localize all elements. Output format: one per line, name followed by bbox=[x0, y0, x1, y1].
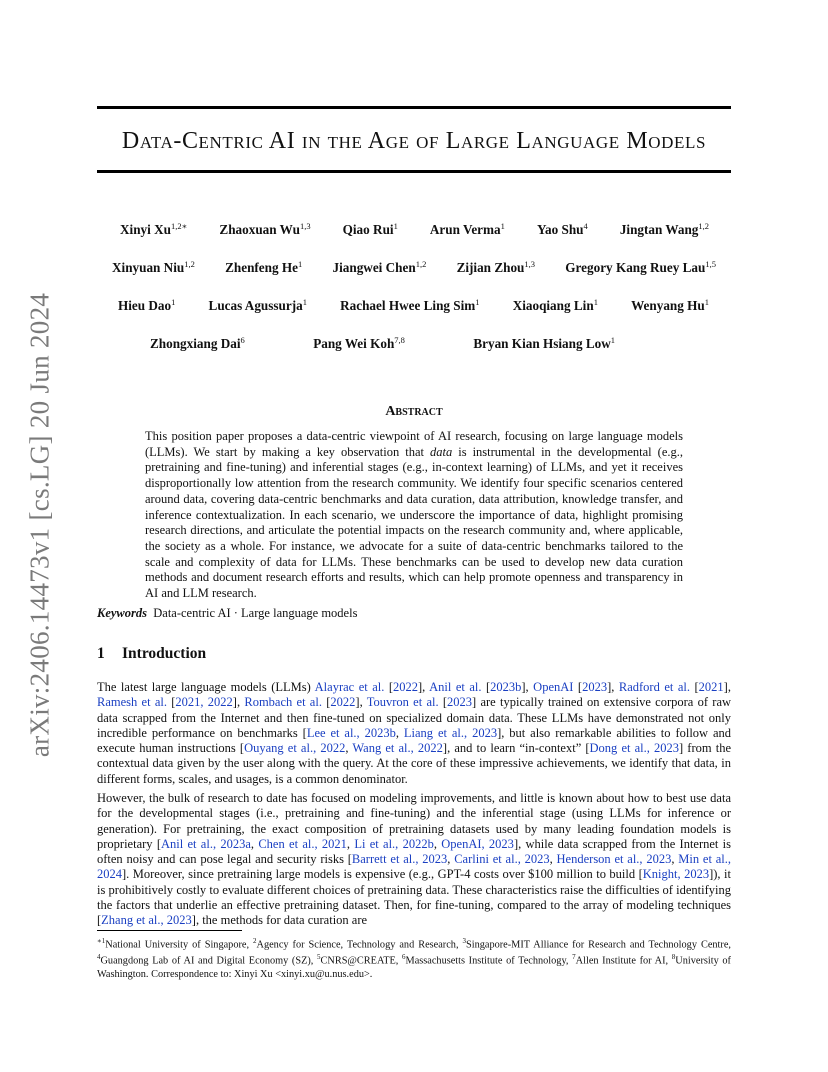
citation-link[interactable]: Zhang et al., 2023 bbox=[101, 913, 192, 928]
footnote-marker: ∗1 bbox=[97, 937, 106, 945]
keywords-value: Data-centric AI · Large language models bbox=[153, 606, 358, 620]
author-affiliation: 6 bbox=[240, 335, 245, 345]
footnote-marker: 8 bbox=[671, 953, 676, 962]
author-affiliation: 1 bbox=[393, 221, 398, 231]
author-name: Zhenfeng He$^1$ bbox=[225, 259, 303, 275]
author-name: Gregory Kang Ruey Lau$^{1,5}$ bbox=[565, 259, 716, 275]
title-rule-top bbox=[97, 106, 731, 109]
citation-link[interactable]: 2022 bbox=[393, 680, 419, 694]
footnote: $^{∗1}$National University of Singapore, $^2$Agency for Science, Technology and Research, $^3$Singapore-MIT Alliance for Research and Technology Centre, $^4$Guangdong Lab of AI and Digital Economy (SZ), $^5$CNRS@CREATE, $^6$Massachusetts Institute of Technology, $^7$Allen Institute for AI, $^8$University of Washington. Correspondence to: Xinyi Xu <xinyi.xu@u.nus.edu>. bbox=[97, 937, 731, 980]
citation-link[interactable]: Radford et al. bbox=[618, 680, 690, 694]
author-affiliation: 1 bbox=[171, 297, 176, 307]
author-row bbox=[120, 221, 709, 238]
author-affiliation: 1,2∗ bbox=[170, 221, 188, 231]
citation-link[interactable]: 2023 bbox=[447, 695, 473, 710]
author-name: Zhaoxuan Wu$^{1,3}$ bbox=[219, 221, 311, 237]
footnote-marker: 6 bbox=[402, 953, 406, 962]
author-name: Zhongxiang Dai$^6$ bbox=[150, 335, 245, 351]
author-affiliation: 1,3 bbox=[299, 221, 311, 231]
author-name: Pang Wei Koh$^{7,8}$ bbox=[313, 335, 405, 351]
citation-link[interactable]: 2023 bbox=[582, 680, 608, 694]
author-row bbox=[150, 335, 615, 352]
author-affiliation: 1 bbox=[475, 297, 480, 307]
author-name: Bryan Kian Hsiang Low$^1$ bbox=[473, 335, 615, 351]
arxiv-id: arXiv:2406.14473v1 [cs.LG] 20 Jun 2024 bbox=[24, 292, 55, 758]
citation-link[interactable]: 2022 bbox=[330, 695, 356, 710]
citation-link[interactable]: Liang et al., 2023 bbox=[403, 725, 498, 740]
author-name: Xiaoqiang Lin$^1$ bbox=[512, 297, 598, 313]
citation-link[interactable]: Barrett et al., 2023 bbox=[351, 852, 448, 867]
keywords-label: Keywords bbox=[97, 606, 147, 620]
author-affiliation: 1,3 bbox=[524, 259, 536, 269]
citation-link[interactable]: Wang et al., 2022 bbox=[352, 741, 443, 756]
footnote-marker: 7 bbox=[572, 953, 576, 962]
author-affiliation: 1 bbox=[302, 297, 307, 307]
intro-paragraph-1: The latest large language models (LLMs) Alayrac et al. [2022], Anil et al. [2023b], OpenAI [2023], Radford et al. [2021], Ramesh et al. [2021, 2022], Rombach et al. [2022], Touvron et al. [2023] are typically trained on extensive corpora of raw data scrapped from the Internet and then fine-tuned on specialized domain data. These LLMs have demonstrated not only incredible performance on benchmarks [Lee et al., 2023b, Liang et al., 2023], but also remarkable abilities to follow and execute human instructions [Ouyang et al., 2022, Wang et al., 2022], and to learn “in-context” [Dong et al., 2023] from the contextual data given by the user along with the query. At the core of these impressive achievements, we identify that data, in different forms, scales, and usages, is a common denominator. bbox=[97, 680, 732, 786]
author-name: Wenyang Hu$^1$ bbox=[631, 297, 709, 313]
author-affiliation: 1 bbox=[704, 297, 709, 307]
footnote-rule bbox=[97, 930, 242, 931]
author-affiliation: 4 bbox=[583, 221, 588, 231]
author-name: Rachael Hwee Ling Sim$^1$ bbox=[340, 297, 480, 313]
author-affiliation: 1,2 bbox=[415, 259, 427, 269]
author-name: Arun Verma$^1$ bbox=[429, 221, 505, 237]
author-name: Zijian Zhou$^{1,3}$ bbox=[456, 259, 536, 275]
author-affiliation: 1 bbox=[298, 259, 303, 269]
citation-link[interactable]: Henderson et al., 2023 bbox=[556, 852, 672, 867]
section-heading: 1 Introduction bbox=[97, 645, 207, 662]
author-name: Hieu Dao$^1$ bbox=[118, 297, 176, 313]
citation-link[interactable]: Touvron et al. bbox=[366, 695, 439, 710]
citation-link[interactable]: Lee et al., 2023b bbox=[306, 725, 396, 740]
citation-link[interactable]: 2021, 2022 bbox=[175, 695, 233, 710]
author-affiliation: 1,5 bbox=[705, 259, 716, 269]
citation-link[interactable]: 2023b bbox=[490, 680, 522, 694]
citation-link[interactable]: OpenAI bbox=[533, 680, 574, 694]
title-rule-bottom bbox=[97, 170, 731, 173]
intro-paragraph-2: However, the bulk of research to date has focused on modeling improvements, and little is known about how to best use data for the developmental stages (i.e., pretraining and fine-tuning) and the inferential stage (using LLMs for inference or generation). For pretraining, the exact composition of pretraining datasets used by many leading foundation models is proprietary [Anil et al., 2023a, Chen et al., 2021, Li et al., 2022b, OpenAI, 2023], while data scrapped from the Internet is often noisy and can pose legal and security risks [Barrett et al., 2023, Carlini et al., 2023, Henderson et al., 2023, Min et al., 2024]. Moreover, since pretraining large models is expensive (e.g., GPT-4 costs over $100 million to build [Knight, 2023]), it is prohibitively costly to evaluate different choices of pretraining data. These characteristics raise the difficulties of identifying the factors that underlie an effective pretraining dataset. Then, for fine-tuning, compared to the array of modeling techniques [Zhang et al., 2023], the methods for data curation are bbox=[97, 791, 732, 928]
citation-link[interactable]: Anil et al., 2023a bbox=[160, 836, 251, 851]
author-affiliation: 1 bbox=[593, 297, 598, 307]
footnote-marker: 2 bbox=[253, 937, 257, 945]
author-name: Xinyi $Xu^{1,2∗}$ bbox=[120, 221, 188, 237]
author-affiliation: 1 bbox=[610, 335, 615, 345]
citation-link[interactable]: Knight, 2023 bbox=[642, 867, 710, 882]
citation-link[interactable]: Dong et al., 2023 bbox=[589, 741, 679, 756]
footnote-marker: 3 bbox=[462, 937, 466, 945]
author-row bbox=[118, 297, 709, 314]
citation-link[interactable]: Chen et al., 2021 bbox=[258, 836, 347, 851]
citation-link[interactable]: Alayrac et al. bbox=[314, 680, 385, 694]
citation-link[interactable]: Carlini et al., 2023 bbox=[454, 852, 550, 867]
citation-link[interactable]: Li et al., 2022b bbox=[354, 836, 434, 851]
author-name: Lucas Agussurja$^1$ bbox=[208, 297, 307, 313]
author-name: Jiangwei Chen$^{1,2}$ bbox=[332, 259, 427, 275]
abstract-text: This position paper proposes a data-centric viewpoint of AI research, focusing on large language models (LLMs). We start by making a key observation that data is instrumental in the developmental (e.g., pretraining and fine-tuning) and inferential stages (e.g., in-context learning) of LLMs, and yet it receives disproportionally low attention from the research community. We identify four specific scenarios centered around data, covering data-centric benchmarks and data curation, data attribution, knowledge transfer, and inference contextualization. In each scenario, we underscore the importance of data, highlight promising research directions, and articulate the potential impacts on the research community and, where applicable, the society as a whole. For instance, we advocate for a suite of data-centric benchmarks tailored to the scale and complexity of data for LLMs. These benchmarks can be used to develop new data curation methods and document research efforts and results, which can help promote openness and transparency in AI and LLM research. bbox=[145, 429, 683, 601]
author-name: Jingtan Wang$^{1,2}$ bbox=[619, 221, 709, 237]
citation-link[interactable]: Anil et al. bbox=[429, 680, 482, 694]
author-affiliation: 1,2 bbox=[184, 259, 195, 269]
footnote-marker: 5 bbox=[317, 953, 321, 962]
author-affiliation: 1,2 bbox=[698, 221, 709, 231]
abstract-heading: Abstract bbox=[385, 404, 443, 419]
citation-link[interactable]: Ouyang et al., 2022 bbox=[244, 741, 346, 756]
citation-link[interactable]: Min et al., 2024 bbox=[97, 852, 731, 882]
citation-link[interactable]: 2021 bbox=[698, 680, 724, 694]
author-name: Qiao Rui$^1$ bbox=[342, 221, 398, 237]
arxiv-sidebar bbox=[20, 290, 60, 760]
author-row bbox=[112, 259, 716, 276]
footnote-marker: 4 bbox=[97, 953, 101, 962]
citation-link[interactable]: Ramesh et al. bbox=[97, 695, 167, 710]
citation-link[interactable]: OpenAI, 2023 bbox=[441, 836, 514, 851]
citation-link[interactable]: Rombach et al. bbox=[244, 695, 322, 710]
paper-title: Data-Centric AI in the Age of Large Language Models bbox=[121, 128, 707, 154]
keywords bbox=[97, 606, 357, 621]
author-name: Yao Shu$^4$ bbox=[536, 221, 588, 237]
author-name: Xinyuan Niu$^{1,2}$ bbox=[112, 259, 195, 275]
author-affiliation: 7,8 bbox=[394, 335, 405, 345]
author-affiliation: 1 bbox=[500, 221, 505, 231]
